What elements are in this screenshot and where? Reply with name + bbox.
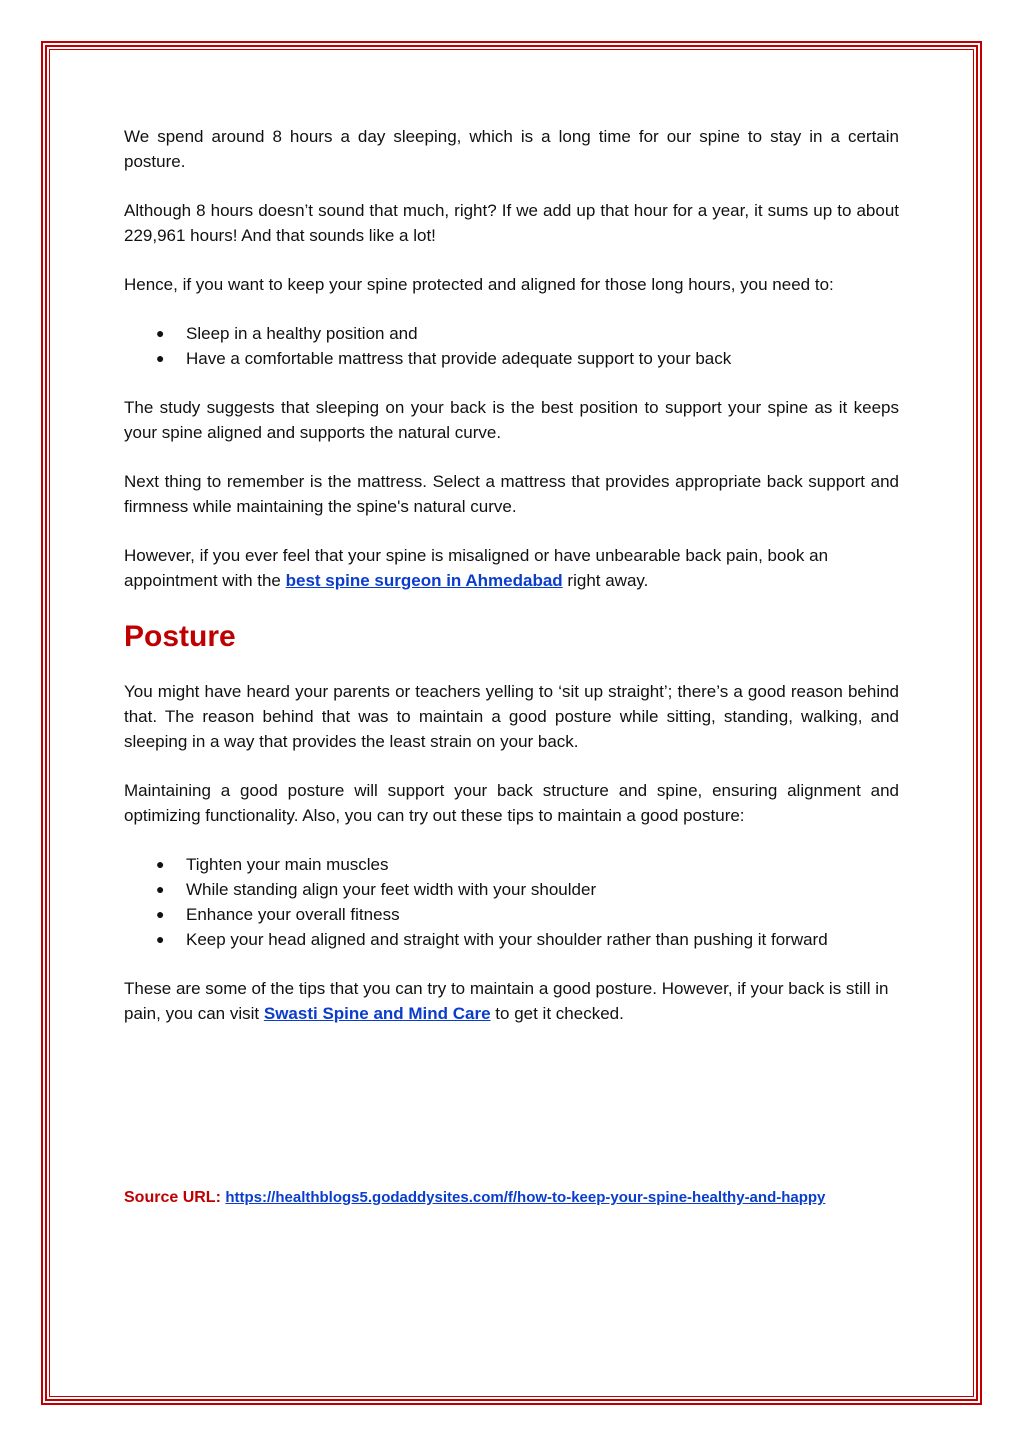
- closing-text-before: These are some of the tips that you can try to maintain a good posture. However, if your back is still in pain, you can visit: [124, 979, 889, 1023]
- bullet-icon: ●: [156, 856, 165, 872]
- closing-text-after: to get it checked.: [490, 1004, 624, 1023]
- source-url-link[interactable]: https://healthblogs5.godaddysites.com/f/how-to-keep-your-spine-healthy-and-happy: [225, 1189, 826, 1206]
- posture-heading: Posture: [124, 620, 236, 653]
- bullet-icon: ●: [156, 906, 165, 922]
- paragraph-mattress: Next thing to remember is the mattress. Select a mattress that provides appropriate back support and firmness while maintaining the spine's natural curve.: [124, 472, 899, 516]
- paragraph-keep-spine-protected: Hence, if you want to keep your spine protected and aligned for those long hours, you need to:: [124, 275, 834, 294]
- paragraph-appointment: [124, 543, 899, 593]
- appointment-text-before: However, if you ever feel that your spine is misaligned or have unbearable back pain, book an appointment with the: [124, 546, 829, 590]
- list-item-text: Enhance your overall fitness: [186, 905, 400, 924]
- source-label: Source URL:: [124, 1189, 221, 1206]
- list-item-text: While standing align your feet width with your shoulder: [186, 880, 597, 899]
- swasti-spine-link[interactable]: Swasti Spine and Mind Care: [263, 1004, 491, 1023]
- bullet-icon: ●: [156, 931, 165, 947]
- list-item: [156, 852, 899, 877]
- list-item: [156, 346, 899, 371]
- appointment-text-after: right away.: [562, 571, 649, 590]
- list-item-text: Tighten your main muscles: [186, 855, 389, 874]
- paragraph-sleep-on-back: The study suggests that sleeping on your back is the best position to support your spine as it keeps your spine aligned and supports the natural curve.: [124, 398, 899, 442]
- paragraph-sleep-hours: We spend around 8 hours a day sleeping, which is a long time for our spine to stay in a certain posture.: [124, 127, 899, 171]
- paragraph-hours-per-year: Although 8 hours doesn’t sound that much, right? If we add up that hour for a year, it sums up to about 229,961 hours! And that sounds like a lot!: [124, 201, 899, 245]
- spine-surgeon-link[interactable]: best spine surgeon in Ahmedabad: [285, 571, 563, 590]
- paragraph-sit-up-straight: You might have heard your parents or teachers yelling to ‘sit up straight’; there’s a good reason behind that. The reason behind that was to maintain a good posture while sitting, standing, walking, and sleeping in a way that provides the least strain on your back.: [124, 682, 899, 751]
- bullet-icon: ●: [156, 325, 165, 341]
- paragraph-closing: [124, 976, 899, 1026]
- bullet-icon: ●: [156, 350, 165, 366]
- list-item-text: Have a comfortable mattress that provide adequate support to your back: [186, 349, 732, 368]
- sleep-tips-list: [124, 321, 899, 371]
- list-item-text: Sleep in a healthy position and: [186, 324, 418, 343]
- list-item: [156, 877, 899, 902]
- list-item-text: Keep your head aligned and straight with your shoulder rather than pushing it forward: [186, 930, 828, 949]
- source-line: [124, 1185, 899, 1210]
- list-item: [156, 902, 899, 927]
- bullet-icon: ●: [156, 881, 165, 897]
- list-item: [156, 927, 899, 952]
- paragraph-maintaining-posture: Maintaining a good posture will support your back structure and spine, ensuring alignment and optimizing functionality. Also, you can try out these tips to maintain a good posture:: [124, 781, 899, 825]
- list-item: [156, 321, 899, 346]
- posture-tips-list: [124, 852, 899, 952]
- document-body: [124, 124, 899, 1050]
